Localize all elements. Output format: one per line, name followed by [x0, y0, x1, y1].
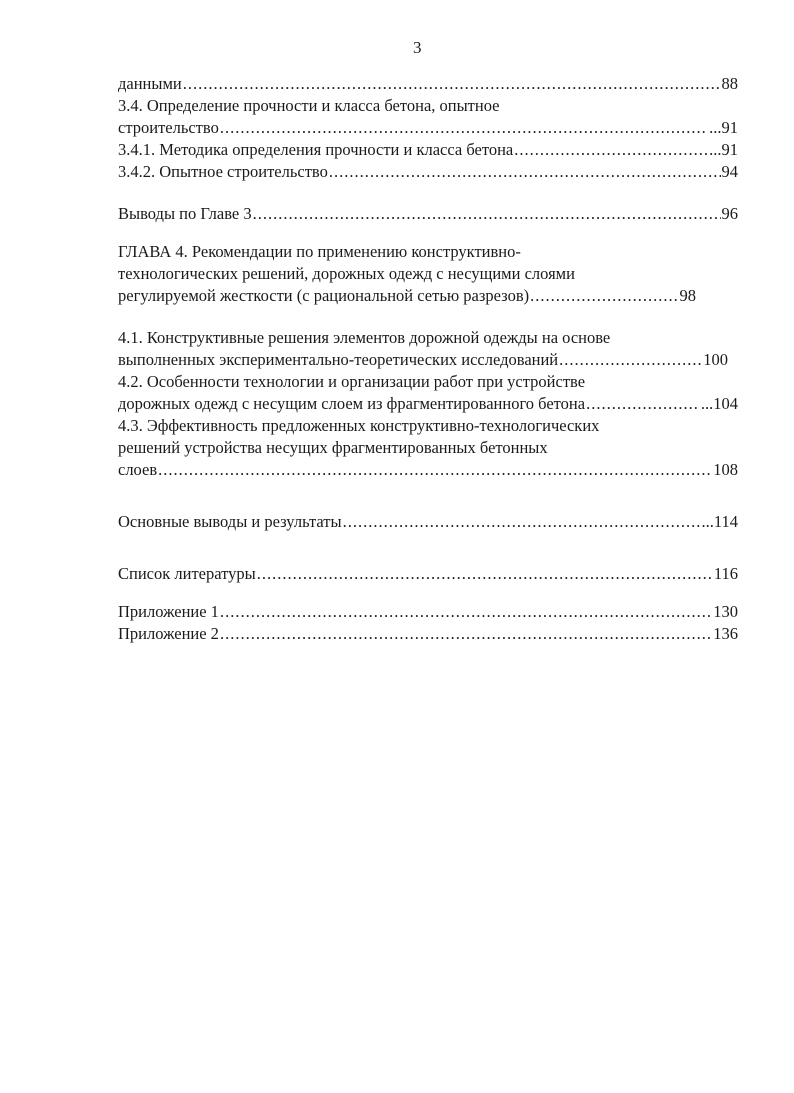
- dot-leader: [257, 563, 713, 585]
- toc-entry: [118, 117, 738, 139]
- dot-leader: [530, 285, 678, 307]
- dot-leader: [586, 393, 700, 415]
- toc-entry-title: Основные выводы и результаты: [118, 512, 342, 531]
- toc-entry-page: ...91: [709, 118, 738, 137]
- toc-entry-title: ГЛАВА 4. Рекомендации по применению конструктивно-: [118, 242, 521, 261]
- toc-entry-title: 4.3. Эффективность предложенных конструктивно-технологических: [118, 416, 600, 435]
- dot-leader: [559, 349, 702, 371]
- toc-entry-title: выполненных экспериментально-теоретических исследований: [118, 350, 559, 369]
- toc-entry: [118, 511, 738, 533]
- toc-entry: [118, 563, 738, 585]
- dot-leader: [158, 459, 712, 481]
- toc-entry-page: 130: [713, 602, 738, 621]
- toc-entry: [118, 203, 738, 225]
- toc-entry-title: Приложение 2: [118, 624, 219, 643]
- toc-entry-page: ...104: [700, 394, 738, 413]
- dot-leader: [514, 139, 708, 161]
- toc-entry-title: технологических решений, дорожных одежд с несущими слоями: [118, 264, 575, 283]
- dot-leader: [220, 117, 708, 139]
- toc-entry-title: Выводы по Главе 3: [118, 204, 252, 223]
- toc-entry: [118, 161, 738, 183]
- dot-leader: [253, 203, 721, 225]
- toc-entry-title: регулируемой жесткости (с рациональной сетью разрезов): [118, 286, 530, 305]
- toc-entry-page: ...114: [701, 512, 738, 531]
- dot-leader: [343, 511, 701, 533]
- toc-entry: [118, 73, 738, 95]
- toc-entry-title: Приложение 1: [118, 602, 219, 621]
- toc-entry-title: строительство: [118, 118, 219, 137]
- toc-entry-page: 94: [721, 162, 738, 181]
- toc-entry-page: 88: [721, 74, 738, 93]
- toc-entry-page: 136: [713, 624, 738, 643]
- toc-entry: [118, 139, 738, 161]
- table-of-contents: [118, 73, 738, 645]
- toc-entry-page: 108: [713, 460, 738, 479]
- toc-entry-title: 4.2. Особенности технологии и организации работ при устройстве: [118, 372, 586, 391]
- toc-entry-title: 3.4.2. Опытное строительство: [118, 162, 328, 181]
- toc-entry: [118, 393, 738, 415]
- toc-entry-title: 3.4. Определение прочности и класса бетона, опытное: [118, 96, 500, 115]
- toc-entry: [118, 601, 738, 623]
- toc-entry: [118, 349, 728, 371]
- dot-leader: [183, 73, 721, 95]
- dot-leader: [220, 623, 712, 645]
- toc-entry-title: решений устройства несущих фрагментированных бетонных: [118, 438, 548, 457]
- toc-entry-page: 98: [679, 286, 696, 305]
- toc-entry: [118, 623, 738, 645]
- page-number: 3: [413, 38, 422, 57]
- toc-entry: [118, 459, 738, 481]
- toc-entry-title: 3.4.1. Методика определения прочности и класса бетона: [118, 140, 514, 159]
- toc-entry-title: слоев: [118, 460, 158, 479]
- dot-leader: [220, 601, 712, 623]
- toc-entry-title: данными: [118, 74, 182, 93]
- toc-entry-title: Список литературы: [118, 564, 256, 583]
- toc-entry-page: 116: [713, 564, 738, 583]
- dot-leader: [329, 161, 721, 183]
- toc-entry-page: 96: [721, 204, 738, 223]
- toc-entry-title: 4.1. Конструктивные решения элементов дорожной одежды на основе: [118, 328, 611, 347]
- toc-entry: [118, 285, 696, 307]
- toc-entry-page: 100: [703, 350, 728, 369]
- toc-entry-page: ...91: [709, 140, 738, 159]
- toc-entry-title: дорожных одежд с несущим слоем из фрагментированного бетона: [118, 394, 586, 413]
